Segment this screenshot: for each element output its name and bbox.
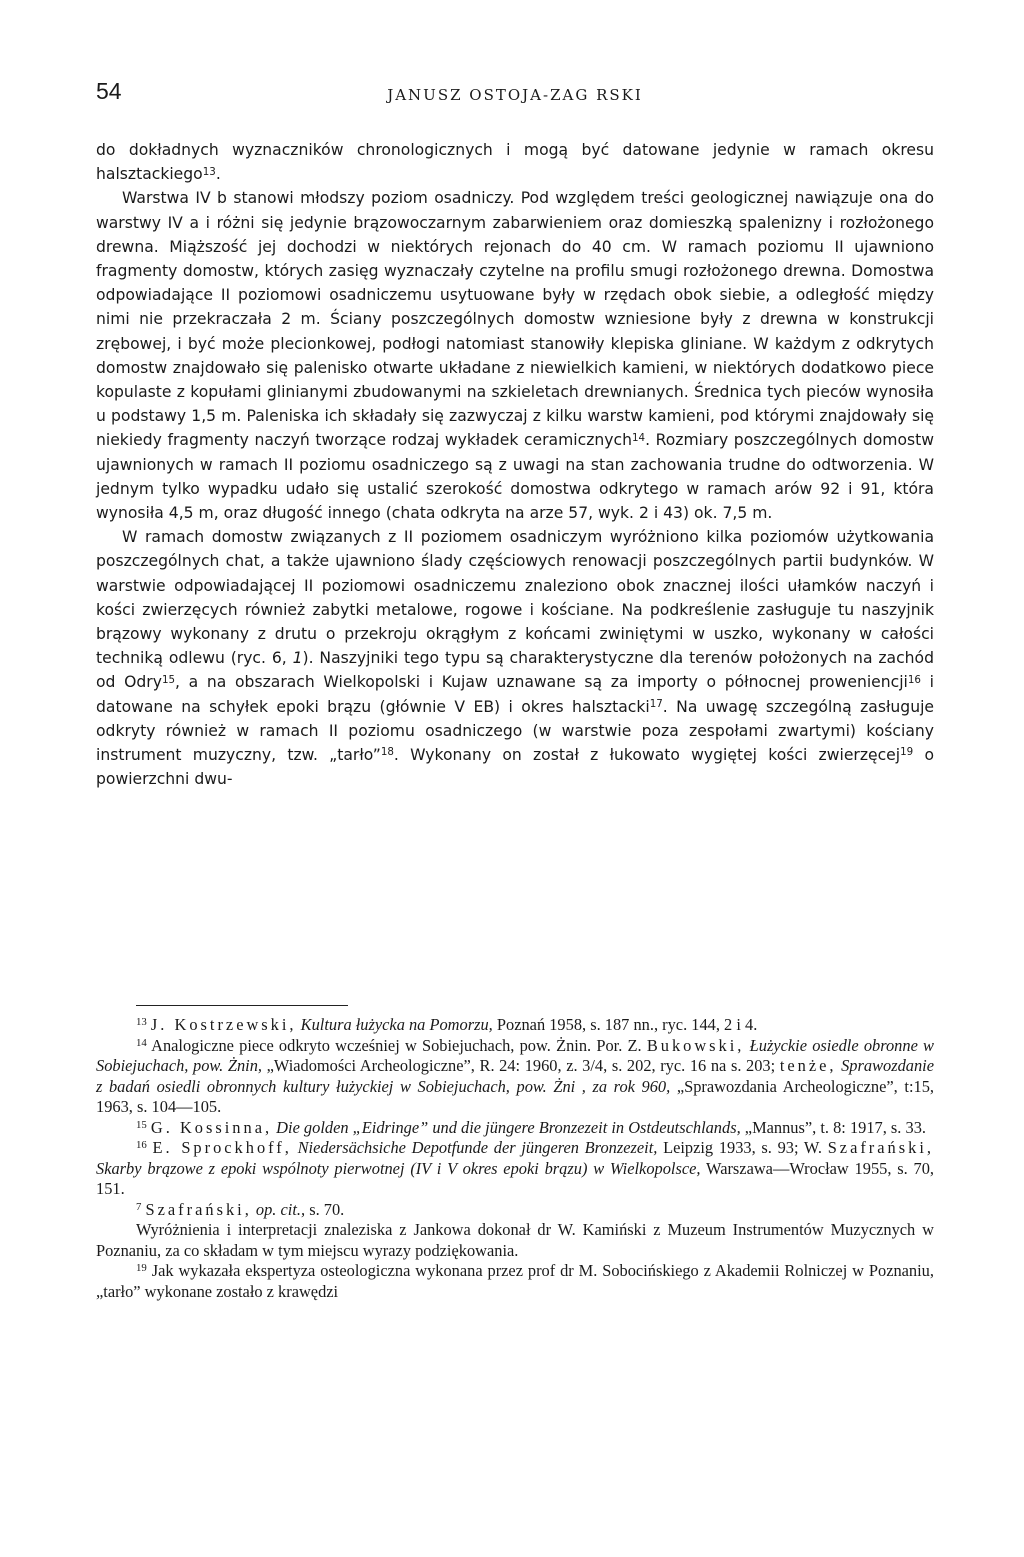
text-run: .: [215, 165, 221, 184]
footnote-text: Analogiczne piece odkryto wcześniej w Sobiejuchach, pow. Żnin. Por. Z.: [151, 1035, 642, 1055]
footnote-author: E. Sprockhoff,: [152, 1138, 292, 1157]
footnote-author: Szafrański,: [827, 1138, 934, 1157]
footnote-number: 7: [136, 1200, 142, 1213]
footnote-text: Warszawa—Wrocław 1955, s. 70, 151.: [96, 1158, 935, 1198]
text-run: W ramach domostw związanych z II poziomem osadniczym wyróżniono kilka poziomów użytkowania poszczególnych chat, a także ujawniono ślady częściowych renowacji poszczególnych partii budynków. W warstwie odpowiadającej II poziomowi osadniczemu znaleziono obok znacznej ilości ułamków naczyń i kości zwierzęcych również zabytki metalowe, rogowe i kościane. Na podkreślenie zasługuje tu naszyjnik brązowy wykonany z drutu o przekroju okrągłym z końcami zwiniętymi w uszko, wykonany w całości techniką odlewu (ryc. 6,: [96, 528, 934, 668]
footnote-text: Jak wykazała ekspertyza osteologiczna wykonana przez prof dr M. Sobocińskiego z Akademii Rolniczej w Poznaniu, „tarło” wykonane zostało z krawędzi: [96, 1261, 934, 1301]
footnote-text: Wyróżnienia i interpretacji znaleziska z Jankowa dokonał dr W. Kamiński z Muzeum Instrumentów Muzycznych w Poznaniu, za co składam w tym miejscu wyrazy podziękowania.: [96, 1220, 934, 1260]
text-run: Warstwa IV b stanowi młodszy poziom osadniczy. Pod względem treści geologicznej nawiązuje ona do warstwy IV a i różni się jedynie brązowoczarnym zabarwieniem oraz domieszką spalenizny i rozłożonego drewna. Miąższość jej dochodzi w niektórych rejonach do 40 cm. W ramach poziomu II ujawniono fragmenty domostw, których zasięg wyznaczały czytelne na profilu smugi rozłożonego drewna. Domostwa odpowiadające II poziomowi osadniczemu usytuowane były w rzędach obok siebie, a odległość między nimi nie przekraczała 2 m. Ściany poszczególnych domostw wzniesione były z drewna w konstrukcji zrębowej, i być może plecionkowej, podłogi natomiast stanowiły klepiska gliniane. W każdym z odkrytych domostw znajdowało się palenisko otwarte układane z niewielkich kamieni, w niektórych dodatkowo piece kopulaste z kopułami glinianymi zbudowanymi na szkieletach drewnianych. Średnica tych pieców wynosiła u podstawy 1,5 m. Paleniska ich składały się zazwyczaj z kilku warstw kamieni, pod którymi znajdowały się niekiedy fragmenty naczyń tworzące rodzaj wykładek ceramicznych: [96, 189, 934, 450]
footnote-text: Leipzig 1933, s. 93; W.: [663, 1138, 822, 1157]
footnote-ref-14: 14: [631, 431, 646, 444]
footnote-15: [96, 1118, 934, 1139]
footnote-ref-13: 13: [202, 165, 216, 178]
footnote-17: [96, 1200, 934, 1221]
footnote-18: [96, 1220, 934, 1261]
footnote-title: op. cit.,: [255, 1199, 306, 1219]
footnote-author: J. Kostrzewski,: [150, 1015, 297, 1034]
text-run: o powierzchni dwu-: [96, 746, 934, 789]
text-run: ). Naszyjniki tego typu są charakterystyczne dla terenów położonych na zachód od Odry: [96, 649, 934, 692]
text-run: . Rozmiary poszczególnych domostw ujawnionych w ramach II poziomu osadniczego są z uwagi na stan zachowania trudne do odtworzenia. W jednym tylko wypadku udało się ustalić szerokość domostwa odkrytego w ramach arów 92 i 91, która wynosiła 4,5 m, oraz długość innego (chata odkryta na arze 57, wyk. 2 i 43) ok. 7,5 m.: [96, 431, 934, 523]
footnote-author: Szafrański,: [145, 1199, 252, 1219]
footnote-text: Poznań 1958, s. 187 nn., ryc. 144, 2 i 4.: [496, 1015, 758, 1034]
text-run: do dokładnych wyznaczników chronologicznych i mogą być datowane jedynie w ramach okresu halsztackiego: [96, 141, 934, 184]
footnote-ref-19: 19: [900, 746, 914, 759]
figure-ref: 1: [292, 649, 303, 668]
text-run: , a na obszarach Wielkopolski i Kujaw uznawane są za importy o północnej proweniencji: [175, 673, 908, 692]
page-number: 54: [96, 78, 122, 104]
footnote-number: 16: [136, 1139, 147, 1152]
footnote-number: 15: [136, 1118, 147, 1131]
footnote-text: „Sprawozdania Archeologiczne”, t:15, 1963, s. 104—105.: [96, 1076, 934, 1116]
page-header: [96, 78, 934, 112]
footnote-14: [96, 1036, 934, 1118]
paragraph-1: [96, 138, 934, 186]
footnote-title: Niedersächsiche Depotfunde der jüngeren Bronzezeit,: [297, 1138, 658, 1157]
text-run: . Wykonany on został z łukowato wygiętej kości zwierzęcej: [393, 746, 901, 765]
text-run: . Na uwagę szczególną zasługuje odkryty również w ramach II poziomu osadniczego (w warstwie poza zespołami zwartymi) kościany instrument muzyczny, tzw. „tarło”: [96, 697, 935, 765]
footnote-13: [96, 1015, 934, 1036]
footnote-number: 13: [136, 1016, 147, 1029]
footnote-text: „Wiadomości Archeologiczne”, R. 24: 1960, z. 3/4, s. 202, ryc. 16 na s. 203;: [266, 1056, 776, 1075]
text-run: i datowane na schyłek epoki brązu (głównie V EB) i okres halsztacki: [96, 673, 934, 716]
paragraph-3: [96, 525, 934, 791]
main-text: [96, 138, 934, 791]
footnote-divider: [136, 1005, 348, 1006]
footnote-title: Kultura łużycka na Pomorzu,: [300, 1015, 493, 1034]
footnote-number: 14: [136, 1036, 147, 1049]
footnote-number: 19: [136, 1262, 147, 1275]
footnotes: [96, 1015, 934, 1302]
footnote-ref-17: 17: [649, 698, 663, 711]
paragraph-2: [96, 186, 934, 525]
footnote-text: s. 70.: [309, 1199, 345, 1219]
footnote-ref-16: 16: [907, 673, 921, 686]
footnote-author: Bukowski,: [646, 1035, 745, 1055]
footnote-ref-15: 15: [161, 673, 176, 686]
footnote-19: [96, 1261, 934, 1302]
footnote-title: Łużyckie osiedle obronne w Sobiejuchach, pow. Żnin,: [96, 1035, 934, 1075]
footnote-text: „Mannus”, t. 8: 1917, s. 33.: [744, 1117, 926, 1137]
footnote-author: tenże,: [779, 1056, 837, 1075]
footnote-title: Die golden „Eidringe” und die jüngere Bronzezeit in Ostdeutschlands,: [276, 1117, 741, 1137]
footnote-title: Sprawozdanie z badań osiedli obronnych kultury łużyckiej w Sobiejuchach, pow. Żni , za rok 960,: [96, 1056, 934, 1096]
footnote-16: [96, 1138, 934, 1200]
footnote-author: G. Kossinna,: [150, 1117, 273, 1137]
running-head: JANUSZ OSTOJA-ZAG RSKI: [387, 86, 643, 104]
footnote-title: Skarby brązowe z epoki wspólnoty pierwotnej (IV i V okres epoki brązu) w Wielkopolsce,: [96, 1158, 701, 1178]
footnote-ref-18: 18: [380, 746, 394, 759]
